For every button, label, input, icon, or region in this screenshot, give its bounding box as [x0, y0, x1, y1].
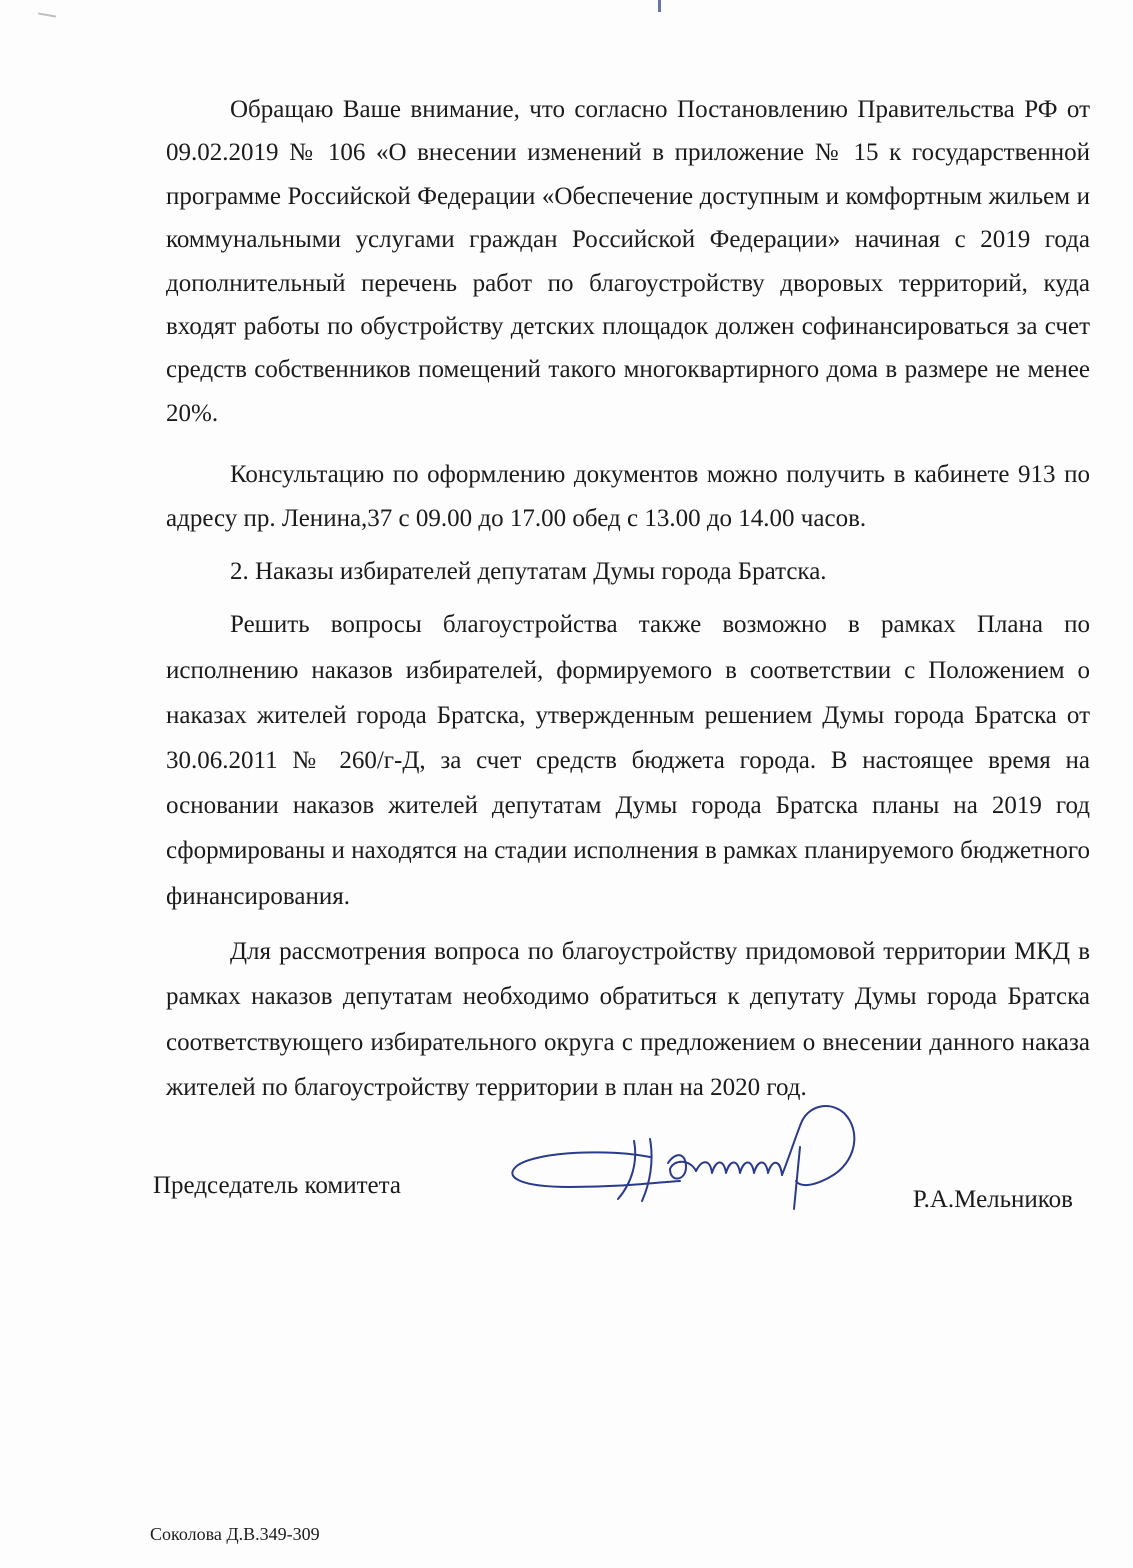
section-heading-voter-mandates: 2. Наказы избирателей депутатам Думы города Братска.	[230, 558, 827, 586]
signature-row	[153, 1172, 1073, 1212]
executor-line: Соколова Д.В.349-309	[150, 1524, 320, 1544]
scan-edge-mark	[658, 0, 661, 12]
paragraph-cofinancing: Обращаю Ваше внимание, что согласно Постановлению Правительства РФ от 09.02.2019 № 106 «О внесении изменений в приложение № 15 к государственной программе Российской Федерации «Обеспечение доступным и комфортным жильем и коммунальными услугами граждан Российской Федерации» начиная с 2019 года дополнительный перечень работ по благоустройству дворовых территорий, куда входят работы по обустройству детских площадок должен софинансироваться за счет средств собственников помещений такого многоквартирного дома в размере не менее 20%.	[166, 96, 1090, 427]
paragraph-consultation: Консультацию по оформлению документов можно получить в кабинете 913 по адресу пр. Ленина,37 с 09.00 до 17.00 обед с 13.00 до 14.00 часов.	[166, 461, 1090, 532]
scan-corner-mark	[38, 12, 56, 17]
signer-position: Председатель комитета	[153, 1172, 401, 1199]
letter-body	[166, 88, 1090, 1111]
paragraph-how-to-apply: Для рассмотрения вопроса по благоустройству придомовой территории МКД в рамках наказов депутатам необходимо обратиться к депутату Думы города Братска соответствующего избирательного округа с предложением о внесении данного наказа жителей по благоустройству территории в план на 2020 год.	[166, 937, 1090, 1102]
signer-name: Р.А.Мельников	[912, 1186, 1073, 1213]
paragraph-mandates-plan: Решить вопросы благоустройства также возможно в рамках Плана по исполнению наказов избирателей, формируемого в соответствии с Положением о наказах жителей города Братска, утвержденным решением Думы города Братска от 30.06.2011 № 260/г-Д, за счет средств бюджета города. В настоящее время на основании наказов жителей депутатам Думы города Братска планы на 2019 год сформированы и находятся на стадии исполнения в рамках планируемого бюджетного финансирования.	[166, 611, 1090, 910]
